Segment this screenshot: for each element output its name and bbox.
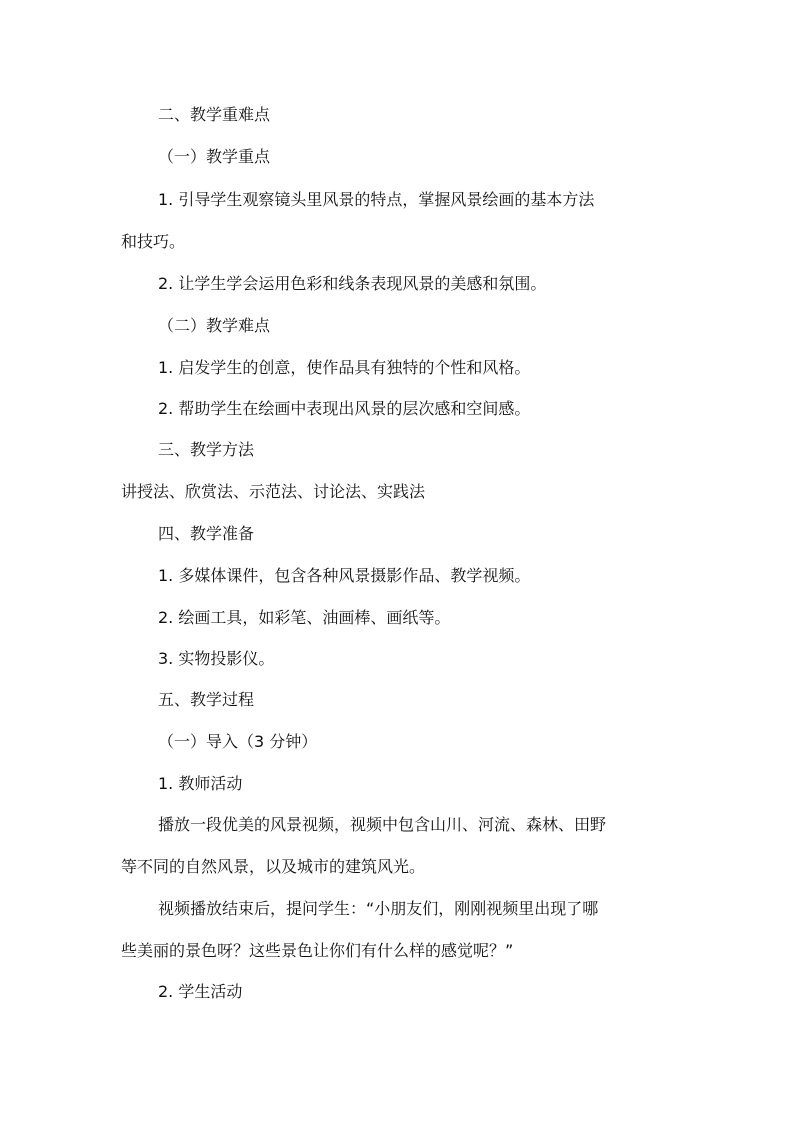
paragraph-line: 1. 多媒体课件，包含各种风景摄影作品、教学视频。 — [158, 566, 531, 585]
paragraph-line: 2. 学生活动 — [158, 982, 243, 1001]
paragraph-line: 1. 引导学生观察镜头里风景的特点，掌握风景绘画的基本方法 — [158, 190, 595, 209]
paragraph-line: 3. 实物投影仪。 — [158, 649, 275, 668]
paragraph-line: 1. 教师活动 — [158, 774, 243, 793]
paragraph-line: 1. 启发学生的创意，使作品具有独特的个性和风格。 — [158, 358, 531, 377]
heading-teaching-process: 五、教学过程 — [158, 690, 255, 709]
paragraph-line: 讲授法、欣赏法、示范法、讨论法、实践法 — [121, 482, 426, 501]
heading-teaching-methods: 三、教学方法 — [158, 440, 255, 459]
paragraph-line: 些美丽的景色呀？这些景色让你们有什么样的感觉呢？” — [121, 941, 514, 960]
paragraph-line: 和技巧。 — [121, 232, 186, 251]
paragraph-line: 等不同的自然风景，以及城市的建筑风光。 — [121, 857, 426, 876]
subheading-difficult-points: （二）教学难点 — [158, 316, 271, 335]
subheading-introduction: （一）导入（3 分钟） — [158, 732, 318, 751]
heading-key-difficult-points: 二、教学重难点 — [158, 105, 271, 124]
paragraph-line: 2. 帮助学生在绘画中表现出风景的层次感和空间感。 — [158, 399, 531, 418]
paragraph-line: 视频播放结束后，提问学生：“小朋友们，刚刚视频里出现了哪 — [158, 899, 599, 918]
paragraph-line: 播放一段优美的风景视频，视频中包含山川、河流、森林、田野 — [158, 815, 607, 834]
subheading-key-points: （一）教学重点 — [158, 147, 271, 166]
paragraph-line: 2. 绘画工具，如彩笔、油画棒、画纸等。 — [158, 608, 451, 627]
paragraph-line: 2. 让学生学会运用色彩和线条表现风景的美感和氛围。 — [158, 274, 547, 293]
heading-teaching-preparation: 四、教学准备 — [158, 524, 255, 543]
